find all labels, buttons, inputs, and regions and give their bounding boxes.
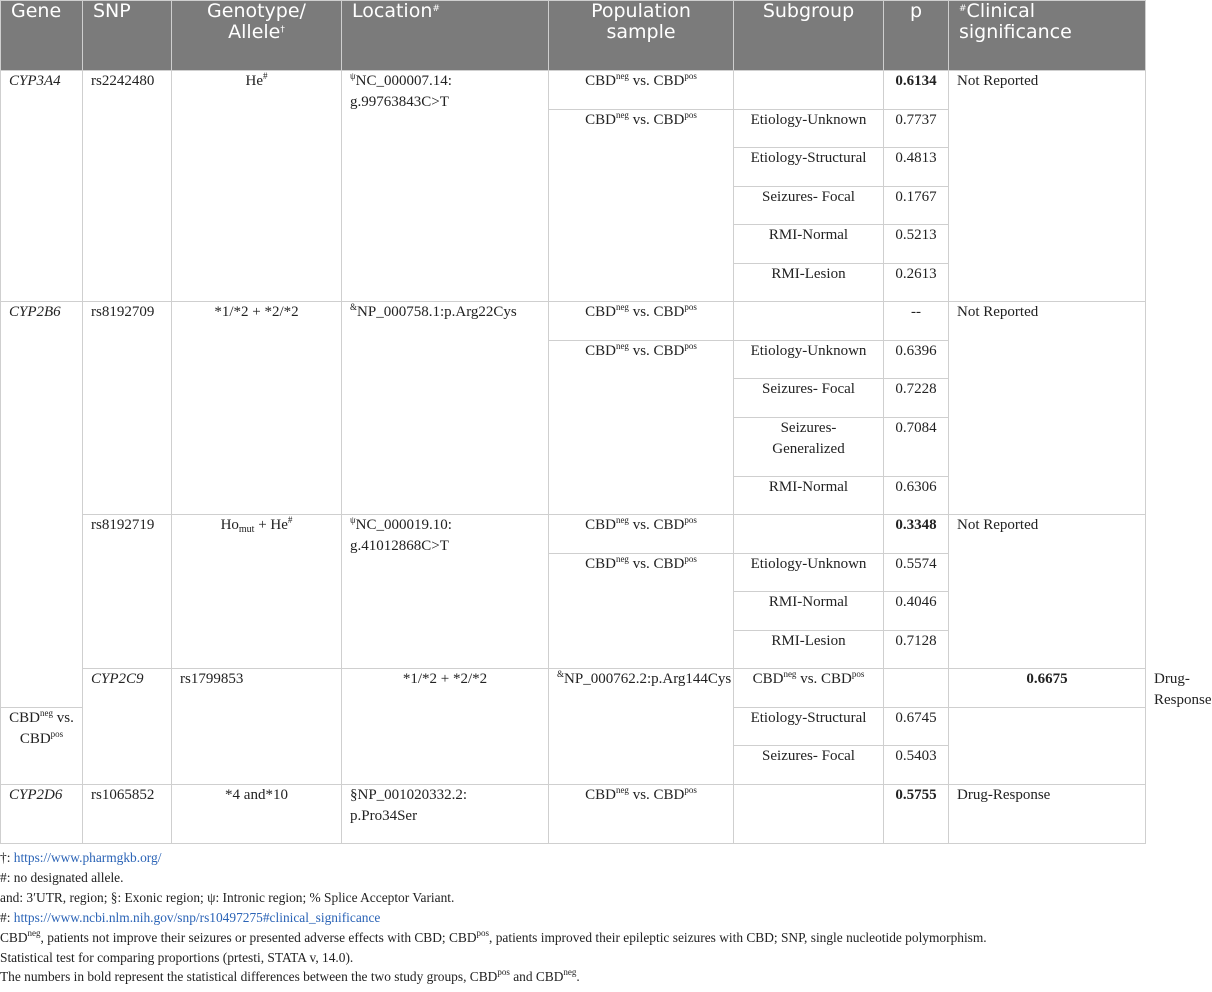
population-cell: $CBD^{neg}$ vs. $CBD^{pos}$ xyxy=(734,669,884,708)
population-cell: $CBD^{neg}$ vs. $CBD^{pos}$ xyxy=(549,109,734,302)
p-value-cell: 0.7737 xyxy=(884,109,949,148)
footnote-clinical: #: https://www.ncbi.nlm.nih.gov/snp/rs10497275#clinical_significance xyxy=(0,909,381,925)
table-footnotes xyxy=(0,848,1140,987)
gene-cell: CYP3A4 xyxy=(1,71,83,302)
footnote-dagger: †: https://www.pharmgkb.org/ xyxy=(0,850,162,865)
subgroup-cell: RMI-Normal xyxy=(734,592,884,631)
header-row xyxy=(1,1,1146,71)
p-value-cell: 0.3348 xyxy=(884,515,949,554)
genotype-cell: *4 and*10 xyxy=(172,784,342,843)
location-cell: &NP_000758.1:p.Arg22Cys xyxy=(342,302,549,515)
p-value-cell: 0.6134 xyxy=(884,71,949,110)
footnote-no-allele: #: no designated allele. xyxy=(0,869,124,885)
table-row xyxy=(1,784,1146,843)
header-gene: Gene xyxy=(1,1,83,71)
subgroup-cell: Seizures- Generalized xyxy=(734,417,884,476)
subgroup-cell: Etiology-Structural xyxy=(734,148,884,187)
subgroup-cell: RMI-Normal xyxy=(734,225,884,264)
p-value-cell: -- xyxy=(884,302,949,341)
population-cell: $CBD^{neg}$ vs. $CBD^{pos}$ xyxy=(549,784,734,843)
subgroup-cell: Etiology-Unknown xyxy=(734,340,884,379)
location-cell: &NP_000762.2:p.Arg144Cys xyxy=(549,669,734,785)
p-value-cell: 0.7128 xyxy=(884,630,949,669)
population-cell: $CBD^{neg}$ vs. $CBD^{pos}$ xyxy=(1,707,83,784)
p-value-cell: 0.6675 xyxy=(949,669,1146,708)
header-population: Population sample xyxy=(549,1,734,71)
snp-cell: rs8192719 xyxy=(83,515,172,669)
p-value-cell: 0.1767 xyxy=(884,186,949,225)
clinical-cell: Not Reported xyxy=(949,71,1146,302)
genotype-cell: He# xyxy=(172,71,342,302)
subgroup-cell xyxy=(734,784,884,843)
subgroup-cell: Seizures- Focal xyxy=(734,379,884,418)
snp-cell: rs1065852 xyxy=(83,784,172,843)
p-value-cell: 0.6396 xyxy=(884,340,949,379)
p-value-cell: 0.5574 xyxy=(884,553,949,592)
subgroup-cell: Seizures- Focal xyxy=(734,746,884,785)
snp-cell: rs8192709 xyxy=(83,302,172,515)
clinical-cell: Not Reported xyxy=(949,515,1146,669)
subgroup-cell xyxy=(734,71,884,110)
gene-cell: CYP2B6 xyxy=(1,302,83,708)
clinical-cell: Drug-Response xyxy=(949,784,1146,843)
table-row xyxy=(1,515,1146,554)
p-value-cell: 0.5755 xyxy=(884,784,949,843)
population-cell: $CBD^{neg}$ vs. $CBD^{pos}$ xyxy=(549,71,734,110)
snp-cell: rs2242480 xyxy=(83,71,172,302)
genotype-cell: *1/*2 + *2/*2 xyxy=(342,669,549,785)
gene-cell: CYP2D6 xyxy=(1,784,83,843)
p-value-cell: 0.6745 xyxy=(884,707,949,746)
population-cell: $CBD^{neg}$ vs. $CBD^{pos}$ xyxy=(549,340,734,515)
clinical-cell: Not Reported xyxy=(949,302,1146,515)
table-row xyxy=(1,71,1146,110)
population-cell: $CBD^{neg}$ vs. $CBD^{pos}$ xyxy=(549,515,734,554)
p-value-cell: 0.4813 xyxy=(884,148,949,187)
p-value-cell: 0.5403 xyxy=(884,746,949,785)
location-cell: $^\psi$NC_000019.10: g.41012868C>T xyxy=(342,515,549,669)
header-subgroup: Subgroup xyxy=(734,1,884,71)
header-genotype: Genotype/ Allele† xyxy=(172,1,342,71)
subgroup-cell: RMI-Lesion xyxy=(734,630,884,669)
subgroup-cell: Etiology-Unknown xyxy=(734,109,884,148)
header-p: p xyxy=(884,1,949,71)
footnote-bold: The numbers in bold represent the statistical differences between the two study groups, $CBD^{pos}$ and $CBD^{neg}$. xyxy=(0,967,580,985)
subgroup-cell: RMI-Normal xyxy=(734,476,884,515)
table-row: CYP2C9 rs1799853 *1/*2 + *2/*2 &NP_000762.2:p.Arg144Cys $CBD^{neg}$ vs. $CBD^{pos}$ 0.6675 Drug-Response xyxy=(1,669,1146,708)
snp-cell: rs1799853 xyxy=(172,669,342,785)
footnote-cbd-definitions: $CBD^{neg}$, patients not improve their seizures or presented adverse effects with CBD; $CBD^{pos}$, patients improved their epileptic seizures with CBD; SNP, single nucleotide polymorphism. xyxy=(0,927,987,945)
subgroup-cell xyxy=(734,302,884,341)
p-value-cell: 0.5213 xyxy=(884,225,949,264)
subgroup-cell: Etiology-Unknown xyxy=(734,553,884,592)
p-value-cell: 0.7084 xyxy=(884,417,949,476)
p-value-cell: 0.6306 xyxy=(884,476,949,515)
gene-cell: CYP2C9 xyxy=(83,669,172,785)
ncbi-snp-link[interactable]: https://www.ncbi.nlm.nih.gov/snp/rs10497275#clinical_significance xyxy=(13,909,381,925)
pharmgkb-link[interactable]: https://www.pharmgkb.org/ xyxy=(13,850,162,865)
header-location: Location# xyxy=(342,1,549,71)
subgroup-cell: Etiology-Structural xyxy=(734,707,884,746)
location-cell: §NP_001020332.2: p.Pro34Ser xyxy=(342,784,549,843)
p-value-cell: 0.7228 xyxy=(884,379,949,418)
subgroup-cell: Seizures- Focal xyxy=(734,186,884,225)
p-value-cell: 0.2613 xyxy=(884,263,949,302)
population-cell: $CBD^{neg}$ vs. $CBD^{pos}$ xyxy=(549,553,734,669)
p-value-cell: 0.4046 xyxy=(884,592,949,631)
footnote-regions: and: 3′UTR, region; §: Exonic region; ψ: Intronic region; % Splice Acceptor Variant. xyxy=(0,889,455,905)
table-row xyxy=(1,302,1146,341)
genotype-cell: $Ho_{mut} + He^{\#}$ xyxy=(172,515,342,669)
subgroup-cell xyxy=(884,669,949,708)
subgroup-cell: RMI-Lesion xyxy=(734,263,884,302)
subgroup-cell xyxy=(734,515,884,554)
population-cell: $CBD^{neg}$ vs. $CBD^{pos}$ xyxy=(549,302,734,341)
location-cell: $^\psi$NC_000007.14: g.99763843C>T xyxy=(342,71,549,302)
header-clinical: #Clinical significance xyxy=(949,1,1146,71)
header-snp: SNP xyxy=(83,1,172,71)
genotype-cell: *1/*2 + *2/*2 xyxy=(172,302,342,515)
footnote-statistics: Statistical test for comparing proportions (prtesti, STATA v, 14.0). xyxy=(0,949,354,965)
